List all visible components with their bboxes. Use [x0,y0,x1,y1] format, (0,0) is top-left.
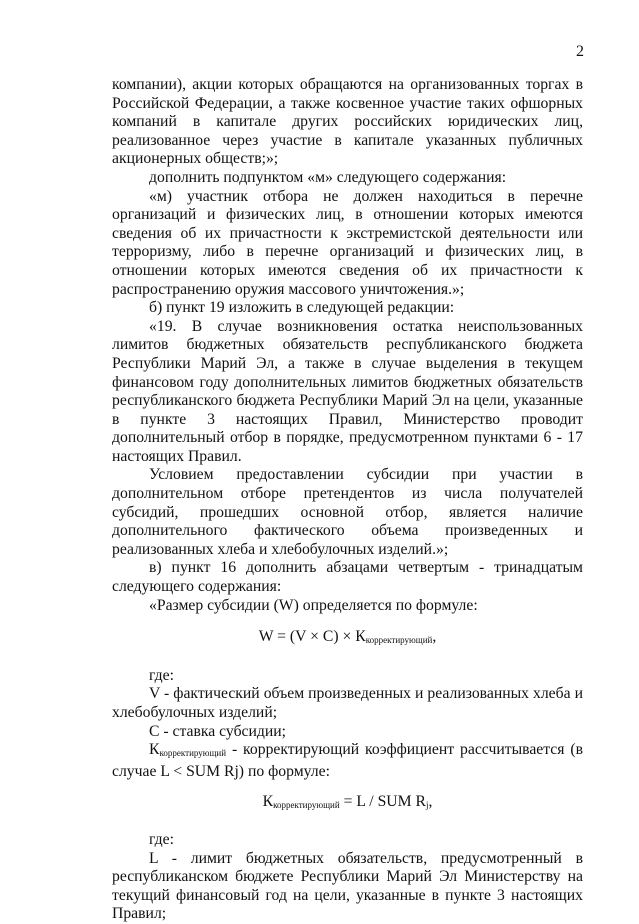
paragraph-subsidy-size: «Размер субсидии (W) определяется по формуле: [149,596,478,614]
k-symbol: К [149,741,160,759]
paragraph-def-k [112,741,583,781]
paragraph-condition: Условием предоставлении субсидии при участии в дополнительном отборе претендентов из числа получателей субсидий, прошедших основной отбор, является наличие дополнительного фактического объема произведенных и реализованных хлеба и хлебобулочных изделий.»; [112,466,583,558]
formula-w-subscript: корректирующий [365,635,433,646]
paragraph-point-19: «19. В случае возникновения остатка неиспользованных лимитов бюджетных обязательств республиканского бюджета Республики Марий Эл, а также в случае выделения в текущем финансовом году дополнительных лимитов бюджетных обязательств республиканского бюджета Республики Марий Эл на цели, указанные в пункте 3 настоящих Правил, Министерство проводит дополнительный отбор в порядке, предусмотренном пунктами 6 - 17 настоящих Правил. [112,317,583,465]
formula-k-symbol: К [262,793,274,811]
paragraph-where-2: где: [149,830,174,848]
page-number: 2 [576,43,584,60]
formula-k-subscript: корректирующий [273,800,340,811]
formula-k-j: j [425,800,429,811]
paragraph-def-l: L - лимит бюджетных обязательств, предусмотренный в республиканском бюджете Республики Марий Эл Министерству на текущий финансовый год на цели, указанные в пункте 3 настоящих Правил; [112,849,583,923]
formula-k [112,793,583,812]
paragraph-item-b: б) пункт 19 изложить в следующей редакции: [149,299,455,317]
paragraph-subitem-m: «м) участник отбора не должен находиться в перечне организаций и физических лиц, в отношении которых имеются сведения об их причастности к экстремистской деятельности или терроризму, либо в перечне организаций и физических лиц, в отношении которых имеются сведения об их причастности к распространению оружия массового уничтожения.»; [112,187,583,298]
formula-k-tail: , [428,793,433,811]
formula-w-tail: , [432,628,437,646]
paragraph-def-c: С - ставка субсидии; [149,722,287,740]
formula-w [112,628,583,647]
def-k-text: - корректирующий коэффициент рассчитывается (в случае L < SUM Rj) по формуле: [112,741,583,780]
document-body [112,76,583,924]
paragraph-where-1: где: [149,666,174,684]
paragraph-def-v: V - фактический объем произведенных и реализованных хлеба и хлебобулочных изделий; [112,685,583,721]
formula-k-rhs: = L / SUM R [339,793,426,811]
formula-w-lhs: W = (V × С) × К [258,628,366,646]
k-subscript: корректирующий [159,748,227,759]
paragraph-continuation: компании), акции которых обращаются на организованных торгах в Российской Федерации, а также косвенное участие таких офшорных компаний в капитале других российских юридических лиц, реализованное через участие в капитале указанных публичных акционерных обществ;»; [112,76,583,168]
paragraph-item-v: в) пункт 16 дополнить абзацами четвертым - тринадцатым следующего содержания: [112,559,583,596]
paragraph-amend-m: дополнить подпунктом «м» следующего содержания: [149,168,507,186]
